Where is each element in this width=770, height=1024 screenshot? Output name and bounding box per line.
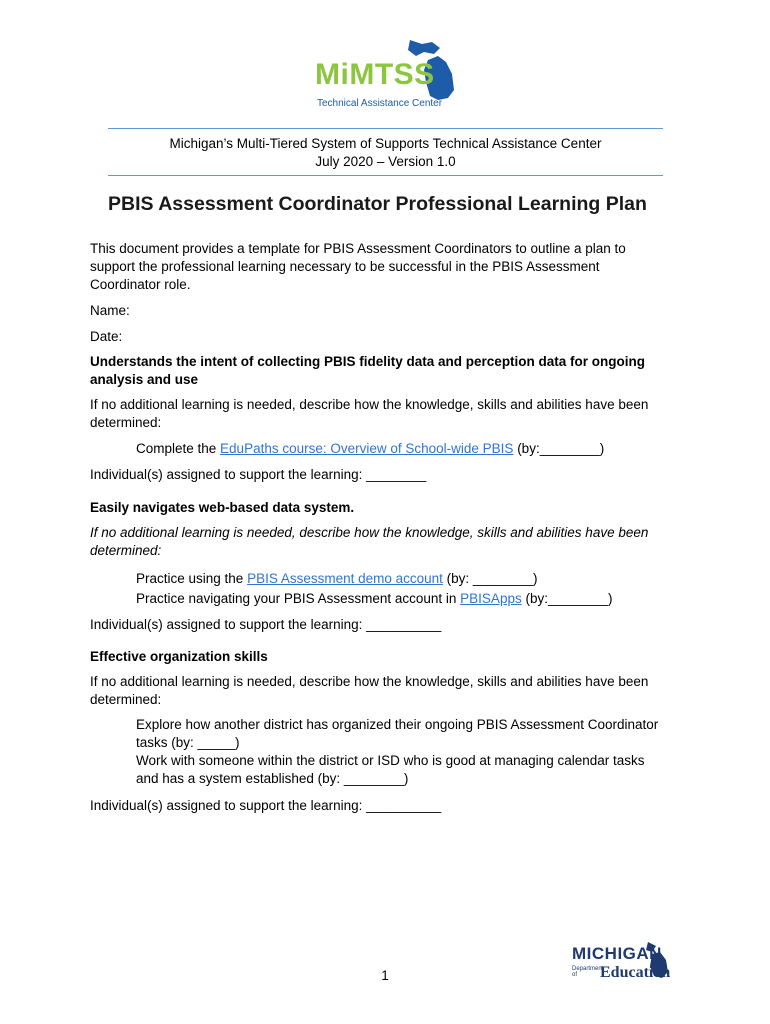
edupaths-course-link[interactable]: EduPaths course: Overview of School-wide PBIS bbox=[220, 441, 514, 456]
section1-desc-line: If no additional learning is needed, describe how the knowledge, skills and abilities have been bbox=[90, 397, 649, 412]
section2-assigned: Individual(s) assigned to support the learning: __________ bbox=[90, 617, 442, 632]
pbis-demo-account-link[interactable]: PBIS Assessment demo account bbox=[247, 571, 443, 586]
section1-desc-line: determined: bbox=[90, 415, 162, 430]
section3-assigned: Individual(s) assigned to support the learning: __________ bbox=[90, 798, 442, 813]
mde-logo-bottom: Education bbox=[600, 964, 671, 981]
intro-paragraph bbox=[90, 240, 680, 294]
mde-logo-small bbox=[572, 966, 603, 978]
section2-heading: Easily navigates web-based data system. bbox=[90, 500, 355, 515]
header-top-rule bbox=[108, 128, 663, 129]
date-field-label: Date: bbox=[90, 329, 123, 344]
item-text: Explore how another district has organized their ongoing PBIS Assessment Coordinator bbox=[136, 717, 659, 732]
intro-line: support the professional learning necessary to be successful in the PBIS Assessment bbox=[90, 259, 600, 274]
section3-description bbox=[90, 673, 680, 709]
section1-description bbox=[90, 396, 680, 432]
section2-desc-line: determined: bbox=[90, 543, 162, 558]
item-text: Complete the bbox=[136, 441, 221, 456]
item-due-date: (by: ________) bbox=[442, 571, 538, 586]
page-number: 1 bbox=[381, 968, 389, 983]
item-text: Practice using the bbox=[136, 571, 248, 586]
section3-desc-line: If no additional learning is needed, describe how the knowledge, skills and abilities have been bbox=[90, 674, 649, 689]
intro-line: Coordinator role. bbox=[90, 277, 191, 292]
section1-heading bbox=[90, 353, 680, 389]
item-text: and has a system established (by: ________) bbox=[136, 771, 409, 786]
item-text: tasks (by: _____) bbox=[136, 735, 240, 750]
item-due-date: (by:________) bbox=[521, 591, 613, 606]
header-org-name: Michigan’s Multi-Tiered System of Supports Technical Assistance Center bbox=[169, 136, 602, 151]
intro-line: This document provides a template for PBIS Assessment Coordinators to outline a plan to bbox=[90, 241, 626, 256]
item-text: Practice navigating your PBIS Assessment account in bbox=[136, 591, 461, 606]
header-bottom-rule bbox=[108, 175, 663, 176]
mde-small-line: Department bbox=[572, 966, 604, 972]
section2-desc-line: If no additional learning is needed, describe how the knowledge, skills and abilities have been bbox=[90, 525, 649, 540]
pbisapps-link[interactable]: PBISApps bbox=[460, 591, 522, 606]
mde-logo-top: MICHIGAN bbox=[572, 944, 662, 963]
page-title: PBIS Assessment Coordinator Professional Learning Plan bbox=[108, 193, 647, 215]
logo-subtitle: Technical Assistance Center bbox=[317, 98, 443, 109]
section2-description bbox=[90, 524, 680, 560]
mimtss-logo bbox=[312, 38, 462, 113]
section1-heading-line: analysis and use bbox=[90, 372, 199, 387]
section3-desc-line: determined: bbox=[90, 692, 162, 707]
item-due-date: (by:________) bbox=[513, 441, 605, 456]
section1-assigned: Individual(s) assigned to support the learning: ________ bbox=[90, 467, 427, 482]
header-version: July 2020 – Version 1.0 bbox=[315, 154, 456, 169]
mde-small-line: of bbox=[572, 972, 578, 978]
section3-heading: Effective organization skills bbox=[90, 649, 268, 664]
section1-heading-line: Understands the intent of collecting PBIS fidelity data and perception data for ongoing bbox=[90, 354, 646, 369]
logo-name: MiMTSS bbox=[315, 58, 435, 91]
mde-logo bbox=[572, 942, 687, 987]
item-text: Work with someone within the district or ISD who is good at managing calendar tasks bbox=[136, 753, 645, 768]
name-field-label: Name: bbox=[90, 303, 130, 318]
